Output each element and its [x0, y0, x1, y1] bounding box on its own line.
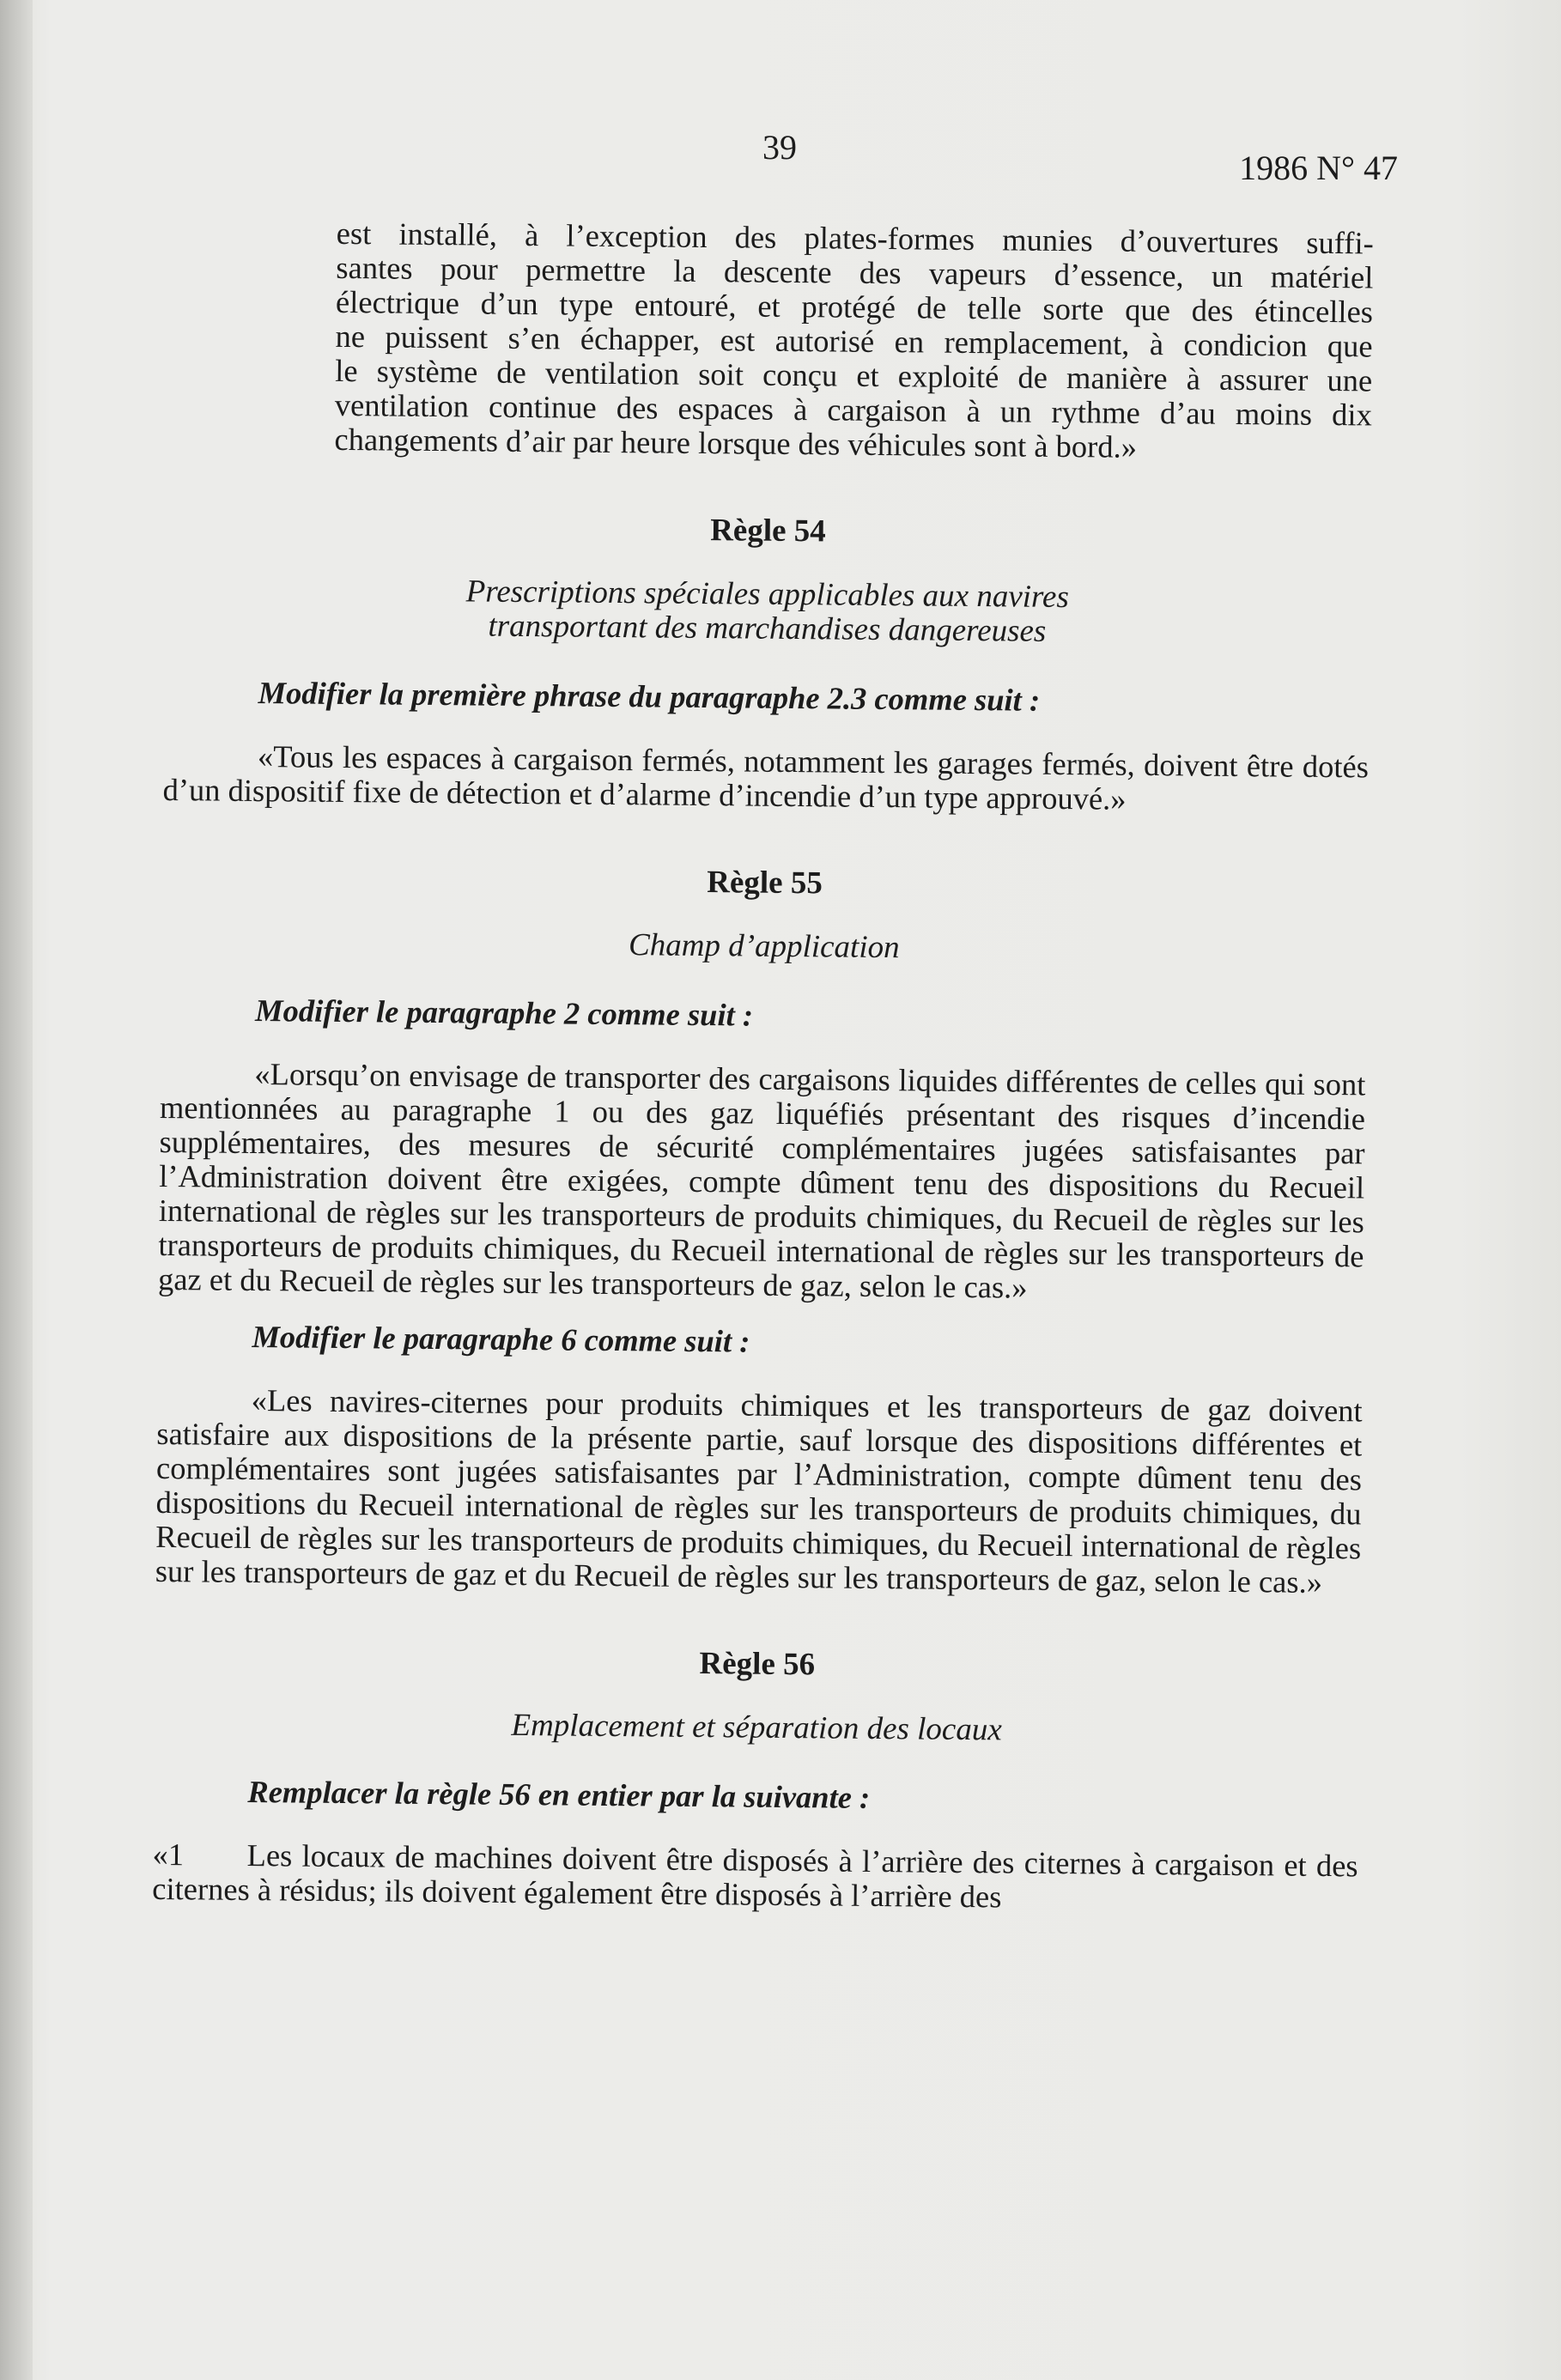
rule-55-amendment-text-1: «Lorsqu’on envisage de transporter des cargaisons liquides différentes de celles qui sont mentionnées au paragraphe 1 ou des gaz liquéfiés présentant des risques d’incendie supplémentaires, des mesures de sécurité complémentaires jugées satisfaisantes par l’Administration doivent être exigées, compte dûment tenu des dispositions du Recueil international de règles sur les transporteurs de produits chimiques, du Recueil de règles sur les transporteurs de produits chimiques, du Recueil international de règles sur les transporteurs de gaz et du Recueil de règles sur les transporteurs de gaz, selon le cas.»: [157, 1056, 1366, 1305]
rule-55-amendment-text-2: «Les navires-citernes pour produits chimiques et les transporteurs de gaz doivent satisfaire aux dispositions de la présente partie, sauf lorsque des dispositions différentes et complémentaires sont jugées satisfaisantes par l’Administration, compte dûment tenu des dispositions du Recueil international de règles sur les transporteurs de produits chimiques, du Recueil de règles sur les transporteurs de produits chimiques, du Recueil international de règles sur les transporteurs de gaz et du Recueil de règles sur les transporteurs de gaz, selon le cas.»: [155, 1381, 1363, 1600]
rule-54-subtitle-line: transportant des marchandises dangereuses: [488, 608, 1047, 649]
continuation-line: ventilation continue des espaces à cargaison à un rythme d’au moins dix: [334, 386, 1373, 433]
rule-54-subtitle-line: Prescriptions spéciales applicables aux navires: [465, 574, 1070, 616]
continuation-line: le système de ventilation soit conçu et exploité de manière à assurer une: [335, 352, 1373, 398]
continuation-paragraph: [166, 215, 1374, 466]
book-spine-shadow: [0, 0, 33, 2380]
rule-55-amendment-instruction-2: Modifier le paragraphe 6 comme suit :: [252, 1318, 750, 1359]
rule-56-amendment-instruction: Remplacer la règle 56 en entier par la suivante :: [247, 1773, 871, 1815]
continuation-line: santes pour permettre la descente des vapeurs d’essence, un matériel: [336, 249, 1374, 295]
page-header: [0, 127, 1561, 187]
document-reference: 1986 N° 47: [1239, 149, 1398, 187]
rule-56-subtitle: Emplacement et séparation des locaux: [511, 1707, 1002, 1748]
rule-54-amendment-instruction: Modifier la première phrase du paragraphe 2.3 comme suit :: [258, 675, 1041, 718]
rule-54-section: [162, 508, 1370, 818]
continuation-line: est installé, à l’exception des plates-formes munies d’ouvertures suffi-: [336, 215, 1374, 261]
rule-55-amendment-instruction-1: Modifier le paragraphe 2 comme suit :: [254, 993, 754, 1033]
continuation-line: changements d’air par heure lorsque des véhicules sont à bord.»: [334, 421, 1138, 464]
rule-54-amendment-text: «Tous les espaces à cargaison fermés, notamment les garages fermés, doivent être dotés d’un dispositif fixe de détection et d’alarme d’incendie d’un type approuvé.»: [162, 738, 1370, 817]
paragraph-number: «1: [152, 1836, 185, 1873]
rule-56-title: Règle 56: [699, 1646, 816, 1683]
rule-54-subtitle: [164, 572, 1370, 652]
page-number: 39: [762, 128, 797, 167]
rule-56-section: [152, 1642, 1360, 1917]
rule-54-title: Règle 54: [709, 513, 826, 549]
continuation-line: ne puissent s’en échapper, est autorisé en remplacement, à condicion que: [335, 318, 1373, 364]
paragraph-text: Les locaux de machines doivent être disposés à l’arrière des citernes à cargaison et des citernes à résidus; ils doivent également être disposés à l’arrière des: [152, 1837, 1358, 1915]
continuation-line: électrique d’un type entouré, et protégé de telle sorte que des étincelles: [335, 283, 1374, 330]
rule-56-paragraph-1: [152, 1837, 1358, 1917]
rule-55-section: [155, 860, 1368, 1600]
rule-55-title: Règle 55: [707, 865, 823, 902]
rule-55-subtitle: Champ d’application: [628, 927, 900, 966]
page-body: [152, 215, 1374, 1917]
